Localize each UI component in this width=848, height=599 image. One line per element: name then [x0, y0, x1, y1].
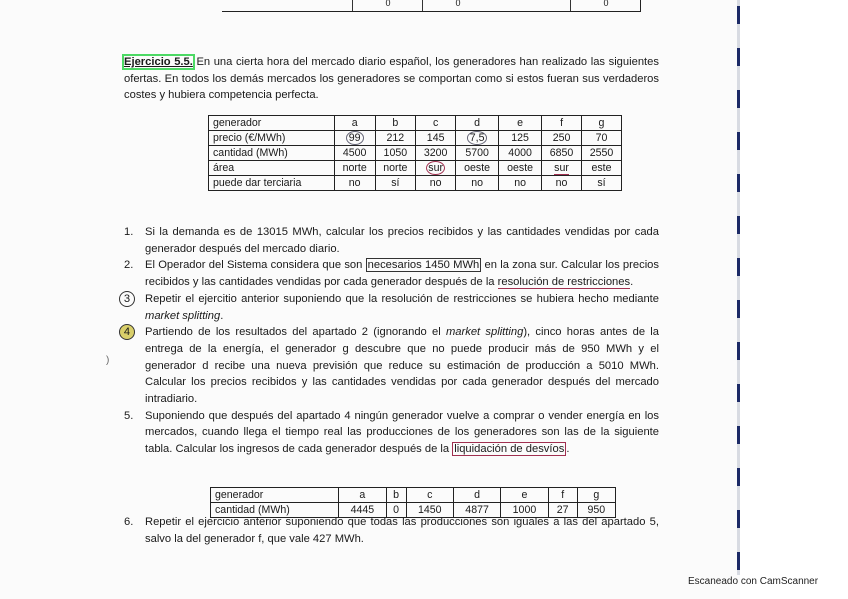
question-item-3 [118, 291, 659, 324]
cell: sí [582, 176, 622, 191]
table-row [209, 131, 622, 146]
exercise-intro [124, 54, 659, 104]
cell: e [501, 488, 548, 503]
row-label: cantidad (MWh) [209, 146, 335, 161]
production-table [210, 487, 616, 518]
item-text: Si la demanda es de 13015 MWh, calcular los precios recibidos y las cantidades vendidas por cada generador después del mercado diario. [145, 226, 659, 255]
item-text: El Operador del Sistema considera que son [145, 259, 366, 272]
offers-table [208, 115, 622, 191]
cell: 0 [386, 503, 406, 518]
cell: 4000 [499, 146, 542, 161]
cell: 3200 [416, 146, 456, 161]
cell: 1000 [501, 503, 548, 518]
item-text: Repetir el ejercitio anterior suponiendo que la resolución de restricciones se hubiera hecho mediante [145, 292, 659, 305]
cell: 4877 [453, 503, 500, 518]
item-text: ), cinco horas antes de la entrega de la energía, el generador g descubre que no puede producir más de 950 MWh y el generador d recibe una nueva previsión que reduce su estimación de producción a 5010 MWh. Calcular los precios recibidos y las cantidades vendidas por cada generador después del mercado intradiario. [145, 326, 659, 406]
circled-cell: sur [428, 162, 443, 174]
cell: norte [375, 161, 416, 176]
cell: b [386, 488, 406, 503]
table-row [211, 503, 616, 518]
cell: 6850 [542, 146, 582, 161]
exercise-label: Ejercicio 5.5. [124, 56, 193, 68]
cell: a [339, 488, 386, 503]
cell: 1050 [375, 146, 416, 161]
cell: 125 [499, 131, 542, 146]
item-number: 5. [124, 409, 134, 422]
cell: 4500 [334, 146, 375, 161]
cell: norte [334, 161, 375, 176]
table-row [209, 146, 622, 161]
row-label: cantidad (MWh) [211, 503, 339, 518]
question-item-5 [118, 408, 659, 458]
table-row [211, 488, 616, 503]
cell: oeste [499, 161, 542, 176]
underlined-cell: sur [554, 162, 569, 174]
row-label: puede dar terciaria [209, 176, 335, 191]
binder-edge-line [737, 0, 740, 575]
question-item-2 [118, 257, 659, 290]
boxed-annotation: liquidación de desvíos [454, 443, 565, 456]
cell: c [406, 488, 453, 503]
italic-term: market splitting [145, 309, 221, 322]
margin-pen-mark: ) [106, 355, 110, 366]
row-label: área [209, 161, 335, 176]
row-label: generador [211, 488, 339, 503]
cell: 70 [582, 131, 622, 146]
circled-item-number: 3 [119, 291, 135, 307]
cell: 250 [542, 131, 582, 146]
cell: d [453, 488, 500, 503]
cell: d [456, 116, 499, 131]
row-label: generador [209, 116, 335, 131]
cell: oeste [456, 161, 499, 176]
cell: c [416, 116, 456, 131]
cell: 950 [577, 503, 615, 518]
cell: b [375, 116, 416, 131]
item-text: Partiendo de los resultados del apartado 2 (ignorando el [145, 326, 446, 339]
scanner-watermark: Escaneado con CamScanner [688, 576, 819, 587]
item-text: . [220, 309, 224, 322]
cell: g [582, 116, 622, 131]
prev-cell: 0 [422, 0, 493, 11]
item-text: Suponiendo que después del apartado 4 ningún generador vuelve a comprar o vender energía en los mercados, cuando llega el tiempo real las producciones de los generadores son las de la siguiente tabla. Calcular los ingresos de cada generador después de la [145, 409, 659, 456]
cell: 212 [375, 131, 416, 146]
table-row [209, 161, 622, 176]
underlined-annotation: resolución de restricciones [497, 276, 631, 289]
previous-table-tail [222, 0, 641, 12]
boxed-annotation: necesarios 1450 MWh [367, 259, 480, 272]
cell: 145 [416, 131, 456, 146]
cell: f [548, 488, 577, 503]
item-number: 2. [124, 259, 134, 272]
cell: 2550 [582, 146, 622, 161]
exercise-intro-text: En una cierta hora del mercado diario español, los generadores han realizado las siguientes ofertas. En todos los demás mercados los generadores se comportan como si estos fueran sus verdaderos costes y hubiera competencia perfecta. [124, 56, 659, 101]
cell: no [456, 176, 499, 191]
cell: este [582, 161, 622, 176]
prev-cell: 0 [570, 0, 641, 11]
cell: 1450 [406, 503, 453, 518]
item-number: 6. [124, 515, 134, 528]
item-text: en la zona sur. Calcular los precios recibidos y las cantidades vendidas por cada generador después de la [145, 259, 659, 289]
row-label: precio (€/MWh) [209, 131, 335, 146]
cell: no [334, 176, 375, 191]
cell: g [577, 488, 615, 503]
cell: no [499, 176, 542, 191]
item-number: 1. [124, 226, 134, 238]
cell: a [334, 116, 375, 131]
cell: no [416, 176, 456, 191]
prev-cell: 0 [352, 0, 423, 11]
circled-cell: 99 [346, 131, 364, 145]
cell: 4445 [339, 503, 386, 518]
italic-term: market splitting [445, 326, 524, 339]
item-text: . [566, 443, 570, 456]
circled-item-number: 4 [119, 324, 135, 340]
cell: 5700 [456, 146, 499, 161]
cell: no [542, 176, 582, 191]
circled-cell: 7,5 [467, 131, 488, 145]
table-row [209, 116, 622, 131]
cell: e [499, 116, 542, 131]
question-item-1 [118, 224, 659, 257]
cell: sí [375, 176, 416, 191]
cell: 27 [548, 503, 577, 518]
question-item-4 [118, 324, 659, 408]
item-text: Repetir el ejercicio anterior suponiendo que todas las producciones son iguales a las del apartado 5, salvo la del generador f, que vale 427 MWh. [145, 515, 659, 545]
cell: f [542, 116, 582, 131]
item-text: . [630, 276, 634, 289]
question-item-6 [118, 514, 659, 547]
table-row [209, 176, 622, 191]
